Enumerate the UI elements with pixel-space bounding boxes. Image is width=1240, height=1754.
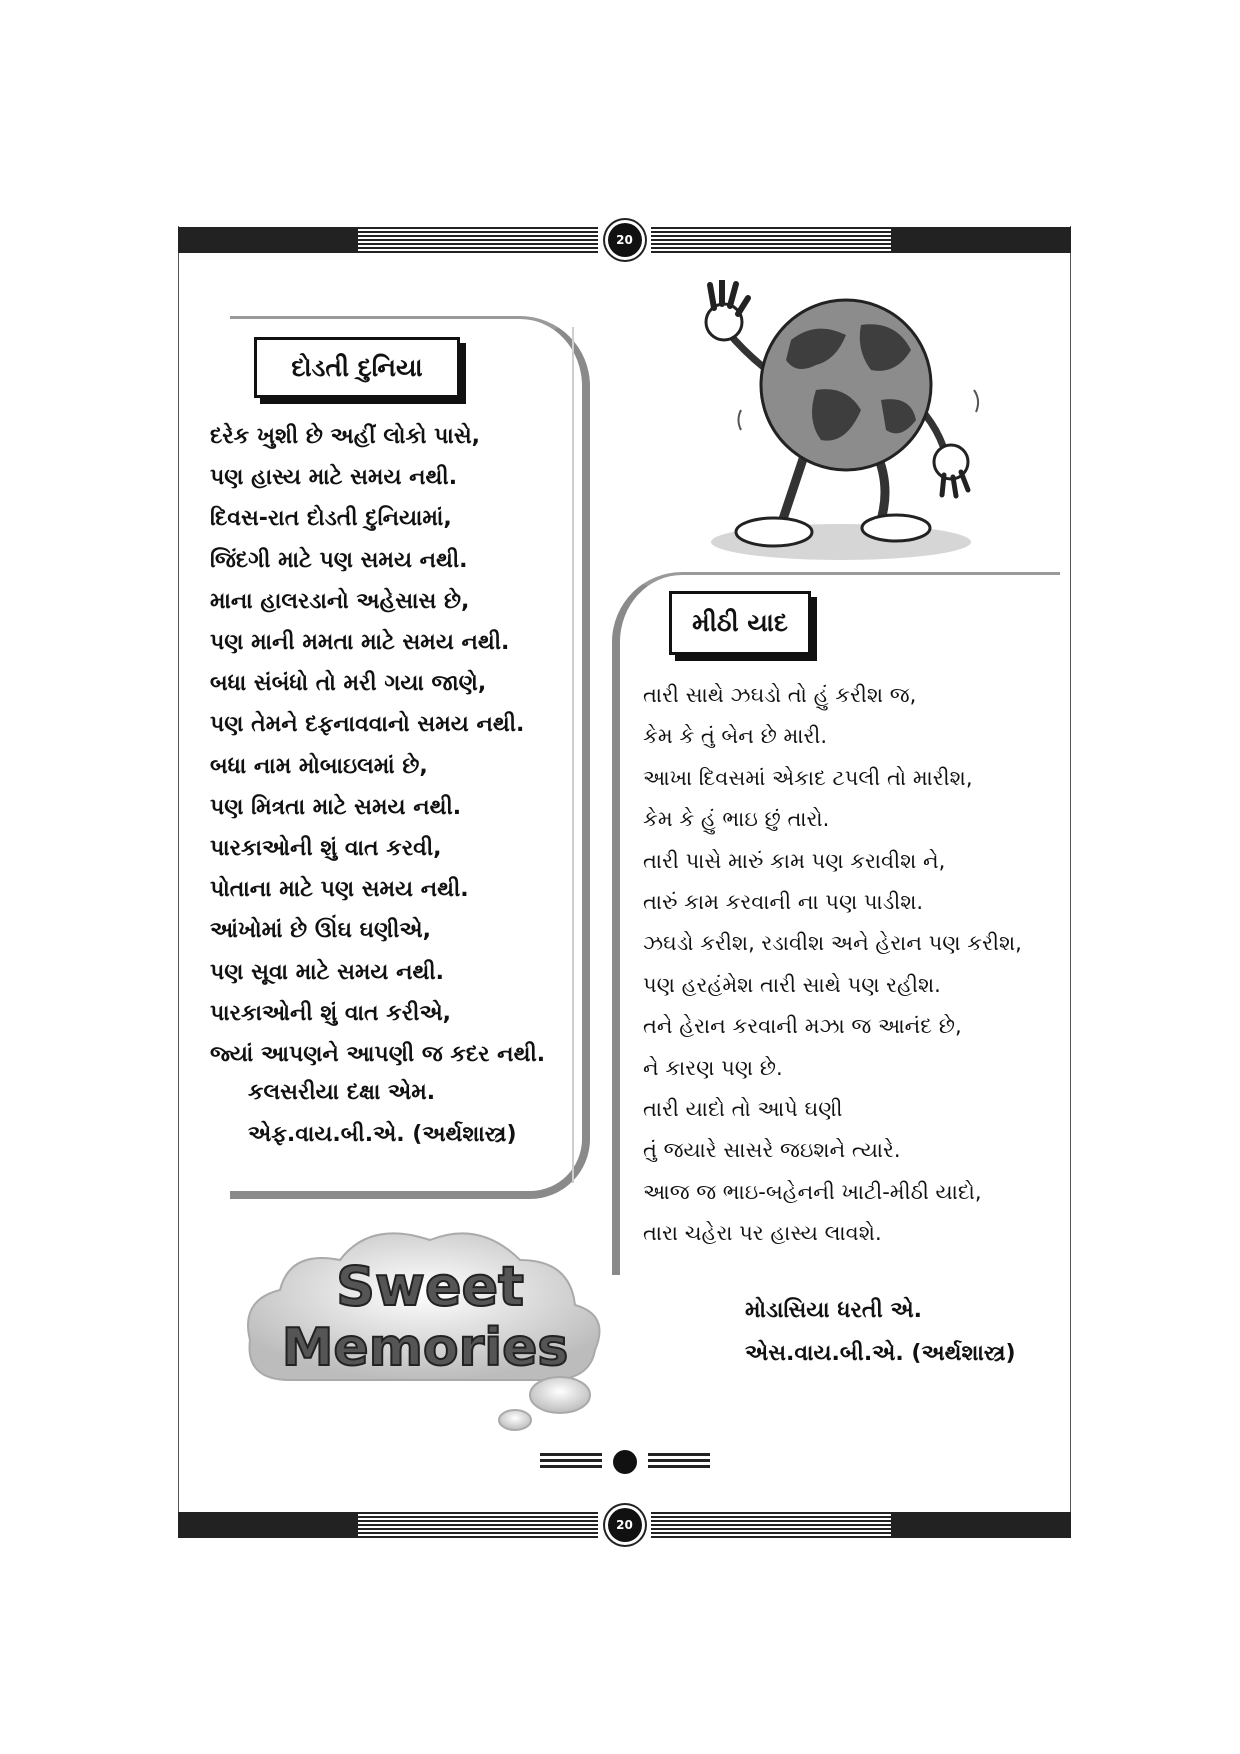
poem-line: બધા નામ મોબાઇલમાં છે, [210,753,428,779]
poem-line: આજ જ ભાઇ-બહેનની ખાટી-મીઠી યાદો, [643,1179,982,1204]
poem-line: કેમ કે હું ભાઇ છું તારો. [643,807,830,832]
right-poem-author-name: મોડાસિયા ધરતી એ. [745,1298,923,1323]
poem-line: આખા દિવસમાં એકાદ ટપલી તો મારીશ, [643,765,973,790]
header-bar-left-lines [358,227,598,253]
sweet-memories-illustration [230,1190,650,1440]
page-number-badge: 20 [608,1508,642,1542]
left-poem-title: દોડતી દુનિયા [254,337,460,398]
poem-line: તારી પાસે મારું કામ પણ કરાવીશ ને, [643,848,946,873]
poem-line: ઝઘડો કરીશ, રડાવીશ અને હેરાન પણ કરીશ, [643,931,1022,956]
right-poem-title: મીઠી યાદ [669,591,811,655]
poem-line: પારકાઓની શું વાત કરીએ, [210,1000,452,1026]
header-bar-right-block [891,227,1071,253]
poem-line: પોતાના માટે પણ સમય નથી. [210,877,469,903]
poem-line: તું જયારે સાસરે જઇશને ત્યારે. [643,1138,901,1163]
footer-bar-left-block [178,1512,358,1538]
poem-line: જિંદગી માટે પણ સમય નથી. [210,547,468,573]
poem-line: તારા ચહેરા પર હાસ્ય લાવશે. [643,1221,882,1246]
poem-line: પણ માની મમતા માટે સમય નથી. [210,630,510,656]
poem-line: દરેક ખુશી છે અહીં લોકો પાસે, [210,424,480,449]
poem-line: ને કારણ પણ છે. [643,1055,783,1080]
poem-line: પણ મિત્રતા માટે સમય નથી. [210,794,462,820]
section-ornament [540,1450,710,1474]
header-bar [178,227,1071,253]
right-poem-lines [643,675,1022,1255]
poem-line: તારું કામ કરવાની ના પણ પાડીશ. [643,890,924,915]
sweet-text: Sweet [336,1255,524,1318]
poem-line: તારી યાદો તો આપે ઘણી [643,1097,843,1122]
poem-line: પણ હાસ્ય માટે સમય નથી. [210,465,458,491]
ornament-dot [613,1450,637,1474]
poem-line: દિવસ-રાત દોડતી દુનિયામાં, [210,506,452,532]
left-poem-author-name: કલસરીયા દક્ષા એમ. [248,1080,436,1105]
right-poem-author-class: એસ.વાય.બી.એ. (અર્થશાસ્ત્ર) [745,1341,1016,1366]
footer-bar [178,1512,1071,1538]
poem-line: કેમ કે તું બેન છે મારી. [643,724,828,749]
poem-line: આંખોમાં છે ઊંઘ ઘણીએ, [210,918,431,944]
poem-line: પારકાઓની શું વાત કરવી, [210,836,442,862]
poem-line: પણ તેમને દફનાવવાનો સમય નથી. [210,712,525,738]
poem-line: બધા સંબંધો તો મરી ગયા જાણે, [210,671,487,697]
ornament-left-lines [540,1453,602,1471]
poem-line: તારી સાથે ઝઘડો તો હું કરીશ જ, [643,683,917,707]
memories-text: Memories [281,1318,569,1378]
header-bar-right-lines [651,227,891,253]
poem-line: તને હેરાન કરવાની મઝા જ આનંદ છે, [643,1014,962,1039]
footer-bar-right-block [891,1512,1071,1538]
header-badge: 20 [608,223,642,257]
poem-line: જ્યાં આપણને આપણી જ કદર નથી. [210,1042,546,1068]
header-bar-left-block [178,227,358,253]
footer-bar-left-lines [358,1512,598,1538]
poem-line: પણ હરહંમેશ તારી સાથે પણ રહીશ. [643,972,941,997]
footer-bar-right-lines [651,1512,891,1538]
poem-line: પણ સૂવા માટે સમય નથી. [210,959,445,985]
left-poem-lines [210,416,545,1075]
left-poem-author-class: એફ.વાય.બી.એ. (અર્થશાસ્ત્ર) [248,1122,517,1147]
poem-line: માના હાલરડાનો અહેસાસ છે, [210,588,470,614]
globe-cartoon-illustration [696,280,996,570]
ornament-right-lines [648,1453,710,1471]
